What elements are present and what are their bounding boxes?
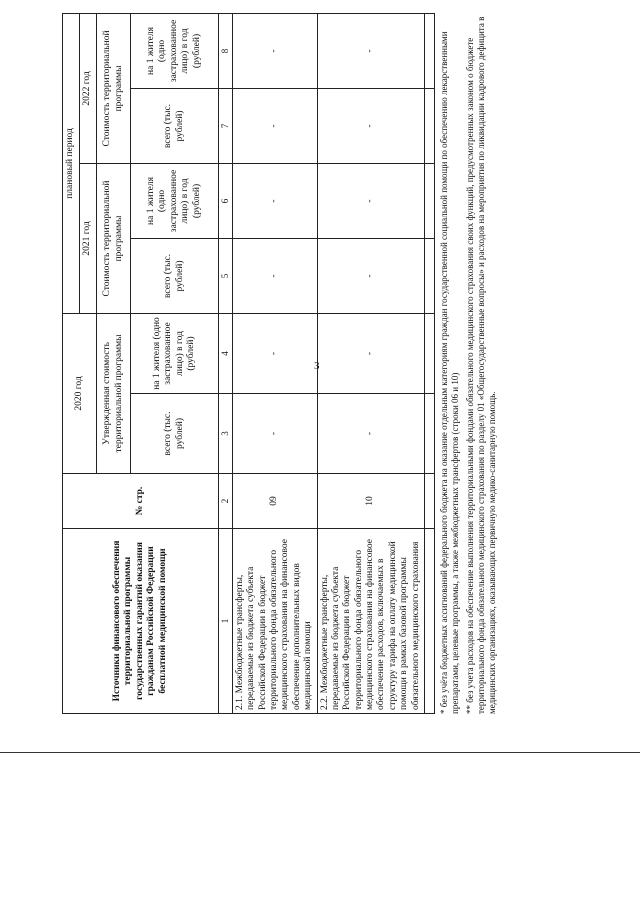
header-approved-cost: Утвержденная стоимость территориальной программы [97,313,131,473]
value-cell: - [317,313,425,393]
header-cost-2021: Стоимость территориальной программы [97,163,131,313]
rotated-content [62,0,582,718]
page-number: 3 [314,360,320,372]
row-number: 10 [317,474,425,529]
row-number: 09 [232,474,317,529]
value-cell: - [317,163,425,238]
table-row [317,13,425,713]
page-divider [0,752,640,753]
value-cell: - [317,88,425,163]
header-per-capita-2020: на 1 жителя (одно застрахованное лицо) в год (рублей) [131,313,219,393]
value-cell: - [232,238,317,313]
header-cost-2022: Стоимость территориальной программы [97,13,131,163]
header-row-number: № стр. [63,474,219,529]
header-year-2022: 2022 год [80,13,97,163]
column-number: 7 [219,88,233,163]
value-cell: - [232,88,317,163]
value-cell: - [232,313,317,393]
header-total-2021: всего (тыс. рублей) [131,238,219,313]
row-source: 2.1. Межбюджетные трансферты, передаваемые из бюджета субъекта Российской Федерации в бюджет территориального фонда обязательного медицинского страхования на финансовое обеспечение дополнительных видов медицинской помощи [232,529,317,714]
column-number: 1 [219,529,233,714]
header-planned-period: плановый период [63,13,80,313]
column-number: 3 [219,394,233,474]
value-cell: - [232,163,317,238]
empty-row [425,13,435,713]
financing-table [62,13,435,714]
column-number: 5 [219,238,233,313]
value-cell: - [317,394,425,474]
header-total-2022: всего (тыс. рублей) [131,88,219,163]
value-cell: - [232,394,317,474]
header-per-capita-2021: на 1 жителя (одно застрахованное лицо) в год (рублей) [131,163,219,238]
header-year-2020: 2020 год [63,313,97,473]
column-number: 2 [219,474,233,529]
header-sources: Источники финансового обеспечения территориальной программы государственных гарантий оказания гражданам Российской Федерации бесплатной медицинской помощи [63,529,219,714]
column-number: 4 [219,313,233,393]
header-total-2020: всего (тыс. рублей) [131,394,219,474]
column-number-row [219,13,233,713]
column-number: 8 [219,13,233,88]
header-year-2021: 2021 год [80,163,97,313]
table-row [232,13,317,713]
row-source: 2.2. Межбюджетные трансферты, передаваемые из бюджета субъекта Российской Федерации в бюджет территориального фонда обязательного медицинского страхования на финансовое обеспечение расходов, включаемых в структуру тарифа на оплату медицинской помощи в рамках базовой программы обязательного медицинского страхования [317,529,425,714]
value-cell: - [317,13,425,88]
value-cell: - [232,13,317,88]
value-cell: - [317,238,425,313]
footnotes [439,14,498,714]
column-number: 6 [219,163,233,238]
header-per-capita-2022: на 1 жителя (одно застрахованное лицо) в год (рублей) [131,13,219,88]
footnote: ** без учета расходов на обеспечение выполнения территориальными фондами обязательного медицинского страхования своих функций, предусмотренных законом о бюджете территориального фонда обязательного медицинского страхования по разделу 01 «Общегосударственные вопросы» и расходов на мероприятия по ликвидации кадрового дефицита в медицинских организациях, оказывающих первичную медико-санитарную помощь. [464,16,498,714]
footnote: * без учёта бюджетных ассигнований федерального бюджета на оказание отдельным категориям граждан государственной социальной помощи по обеспечению лекарственными препаратами, целевые программы, а также межбюджетных трансфертов (строки 06 и 10) [439,31,461,714]
